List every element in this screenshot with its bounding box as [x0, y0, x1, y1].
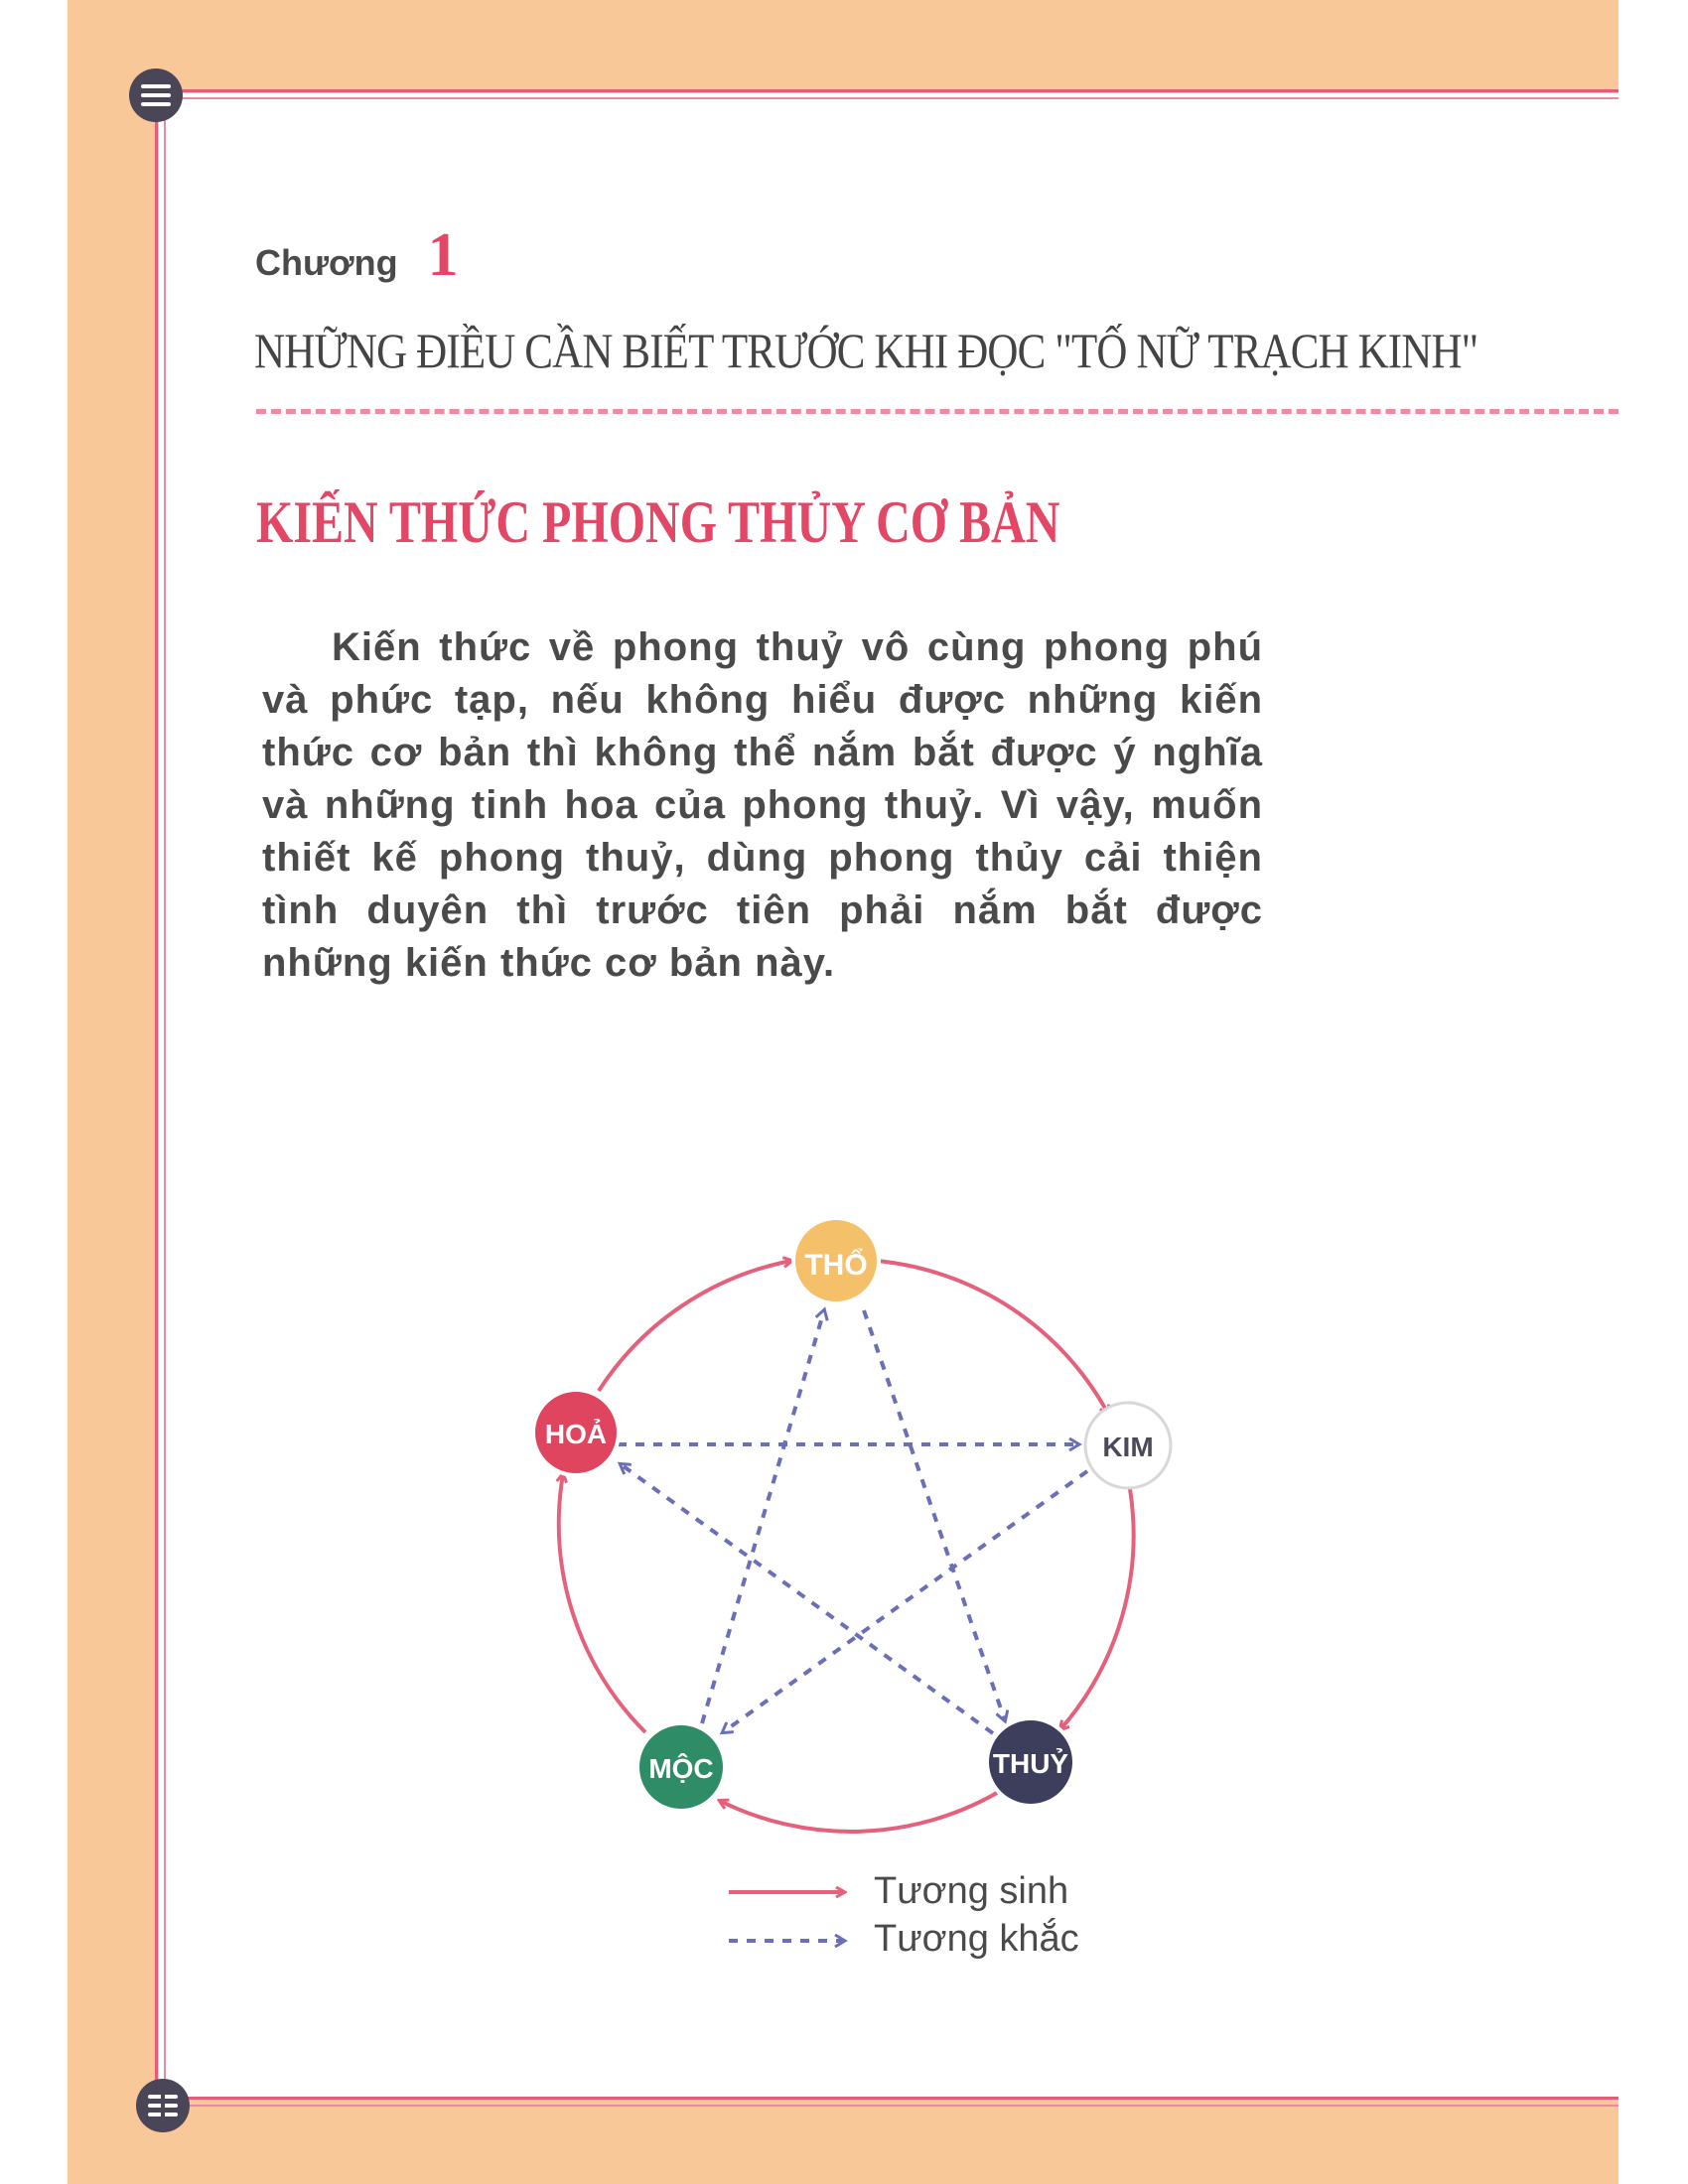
chapter-number: 1: [427, 221, 459, 289]
legend-generating: [852, 1870, 1068, 1913]
section-title: KIẾN THỨC PHONG THỦY CƠ BẢN: [256, 489, 1060, 555]
arrow-thuy-to-hoa: [621, 1464, 993, 1733]
body-paragraph: Kiến thức về phong thuỷ vô cùng phong phú và phức tạp, nếu không hiểu được những kiến thức cơ bản thì không thể nắm bắt được ý nghĩa và những tinh hoa của phong thuỷ. Vì vậy, muốn thiết kế phong thuỷ, dùng phong thủy cải thiện tình duyên thì trước tiên phải nắm bắt được những kiến thức cơ bản này.: [262, 625, 1263, 985]
node-moc: [637, 1723, 725, 1811]
arrow-kim-to-thuy: [1060, 1489, 1134, 1729]
node-thuy-label: THUỶ: [992, 1748, 1069, 1779]
legend-generating-label: Tương sinh: [874, 1870, 1069, 1912]
node-tho-label: THỔ: [804, 1249, 868, 1282]
arrow-moc-to-tho: [702, 1310, 824, 1723]
node-thuy: [987, 1718, 1074, 1806]
node-hoa: [533, 1390, 619, 1475]
node-tho: [793, 1218, 879, 1303]
node-moc-label: MỘC: [648, 1753, 714, 1784]
arrow-hoa-to-tho: [599, 1261, 791, 1391]
overcoming-star: [618, 1310, 1087, 1733]
legend-overcoming-label: Tương khắc: [874, 1918, 1079, 1960]
node-kim: [1085, 1403, 1171, 1488]
arrow-tho-to-thuy: [864, 1310, 1005, 1720]
node-kim-label: KIM: [1102, 1432, 1154, 1462]
legend-overcoming: [852, 1918, 1079, 1961]
chapter-label: Chương: [255, 242, 398, 283]
arrow-moc-to-hoa: [559, 1474, 645, 1732]
arrow-tho-to-kim: [877, 1261, 1108, 1414]
arrow-kim-to-moc: [723, 1471, 1087, 1732]
node-hoa-label: HOẢ: [544, 1419, 608, 1449]
chapter-title: NHỮNG ĐIỀU CẦN BIẾT TRƯỚC KHI ĐỌC "TỐ NỮ TRẠCH KINH": [254, 323, 1478, 378]
arrow-thuy-to-moc: [720, 1793, 997, 1832]
